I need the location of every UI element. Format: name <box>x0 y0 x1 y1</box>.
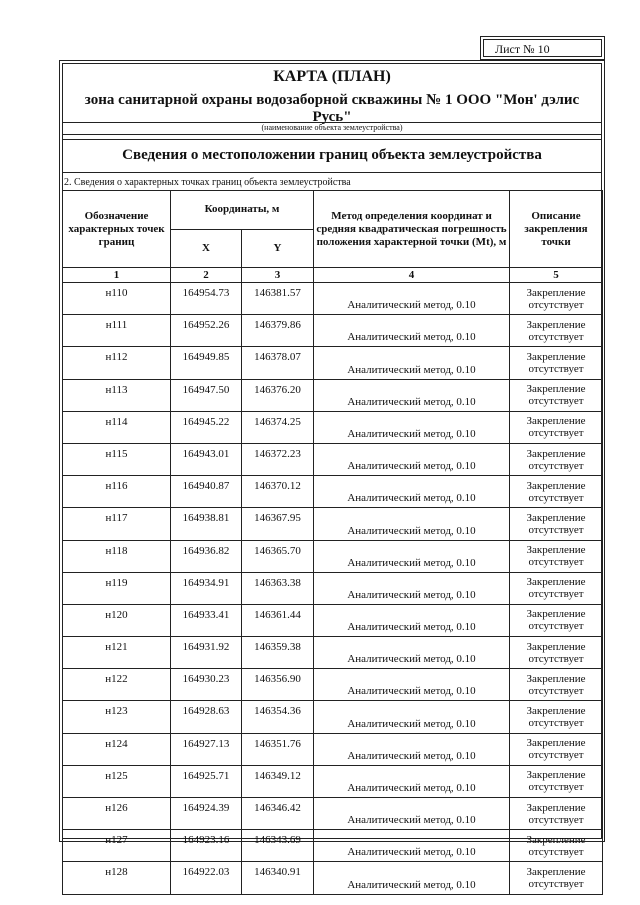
point-cell: н110 <box>63 283 171 315</box>
table-row <box>63 379 603 411</box>
point-cell: н124 <box>63 733 171 765</box>
x-cell: 164925.71 <box>171 765 242 797</box>
point-cell: н121 <box>63 637 171 669</box>
y-cell: 146349.12 <box>242 765 314 797</box>
description-cell: Закрепление отсутствует <box>510 765 603 797</box>
description-cell: Закрепление отсутствует <box>510 862 603 894</box>
x-cell: 164931.92 <box>171 637 242 669</box>
x-cell: 164923.16 <box>171 830 242 862</box>
point-cell: н123 <box>63 701 171 733</box>
description-cell: Закрепление отсутствует <box>510 379 603 411</box>
table-row <box>63 540 603 572</box>
col-number: 4 <box>314 268 510 283</box>
x-cell: 164922.03 <box>171 862 242 894</box>
col-number: 2 <box>171 268 242 283</box>
y-cell: 146370.12 <box>242 476 314 508</box>
col-number: 3 <box>242 268 314 283</box>
point-cell: н122 <box>63 669 171 701</box>
x-cell: 164952.26 <box>171 315 242 347</box>
point-cell: н111 <box>63 315 171 347</box>
divider <box>62 172 602 173</box>
divider <box>62 139 602 140</box>
y-cell: 146361.44 <box>242 604 314 636</box>
header-method: Метод определения координат и средняя квадратическая погрешность положения характерной точки (Mt), м <box>314 191 510 268</box>
point-cell: н125 <box>63 765 171 797</box>
table-row <box>63 411 603 443</box>
table-row <box>63 347 603 379</box>
description-cell: Закрепление отсутствует <box>510 411 603 443</box>
method-cell: Аналитический метод, 0.10 <box>314 476 510 508</box>
x-cell: 164949.85 <box>171 347 242 379</box>
description-cell: Закрепление отсутствует <box>510 540 603 572</box>
x-cell: 164945.22 <box>171 411 242 443</box>
method-cell: Аналитический метод, 0.10 <box>314 637 510 669</box>
sheet-number: Лист № 10 <box>480 36 605 60</box>
y-cell: 146372.23 <box>242 443 314 475</box>
table-row <box>63 443 603 475</box>
y-cell: 146365.70 <box>242 540 314 572</box>
table-row <box>63 765 603 797</box>
table-row <box>63 604 603 636</box>
description-cell: Закрепление отсутствует <box>510 347 603 379</box>
header-y: Y <box>242 229 314 268</box>
description-cell: Закрепление отсутствует <box>510 283 603 315</box>
x-cell: 164930.23 <box>171 669 242 701</box>
method-cell: Аналитический метод, 0.10 <box>314 379 510 411</box>
y-cell: 146340.91 <box>242 862 314 894</box>
y-cell: 146381.57 <box>242 283 314 315</box>
description-cell: Закрепление отсутствует <box>510 637 603 669</box>
point-cell: н126 <box>63 798 171 830</box>
method-cell: Аналитический метод, 0.10 <box>314 733 510 765</box>
y-cell: 146376.20 <box>242 379 314 411</box>
header-description: Описание закрепления точки <box>510 191 603 268</box>
y-cell: 146378.07 <box>242 347 314 379</box>
method-cell: Аналитический метод, 0.10 <box>314 798 510 830</box>
description-cell: Закрепление отсутствует <box>510 508 603 540</box>
x-cell: 164943.01 <box>171 443 242 475</box>
method-cell: Аналитический метод, 0.10 <box>314 669 510 701</box>
method-cell: Аналитический метод, 0.10 <box>314 540 510 572</box>
header-coords: Координаты, м <box>171 191 314 230</box>
x-cell: 164924.39 <box>171 798 242 830</box>
point-cell: н127 <box>63 830 171 862</box>
description-cell: Закрепление отсутствует <box>510 315 603 347</box>
description-cell: Закрепление отсутствует <box>510 830 603 862</box>
point-cell: н119 <box>63 572 171 604</box>
y-cell: 146359.38 <box>242 637 314 669</box>
description-cell: Закрепление отсутствует <box>510 669 603 701</box>
table-row <box>63 733 603 765</box>
description-cell: Закрепление отсутствует <box>510 733 603 765</box>
point-cell: н115 <box>63 443 171 475</box>
table-row <box>63 637 603 669</box>
col-number: 5 <box>510 268 603 283</box>
description-cell: Закрепление отсутствует <box>510 572 603 604</box>
x-cell: 164933.41 <box>171 604 242 636</box>
method-cell: Аналитический метод, 0.10 <box>314 508 510 540</box>
page-subtitle: зона санитарной охраны водозаборной скважины № 1 ООО "Мон' дэлис Русь" <box>84 92 580 125</box>
page-title: КАРТА (ПЛАН) <box>273 68 391 85</box>
x-cell: 164934.91 <box>171 572 242 604</box>
x-cell: 164947.50 <box>171 379 242 411</box>
description-cell: Закрепление отсутствует <box>510 443 603 475</box>
method-cell: Аналитический метод, 0.10 <box>314 411 510 443</box>
y-cell: 146346.42 <box>242 798 314 830</box>
method-cell: Аналитический метод, 0.10 <box>314 347 510 379</box>
method-cell: Аналитический метод, 0.10 <box>314 604 510 636</box>
method-cell: Аналитический метод, 0.10 <box>314 862 510 894</box>
table-row <box>63 701 603 733</box>
method-cell: Аналитический метод, 0.10 <box>314 765 510 797</box>
header-point: Обозначение характерных точек границ <box>63 191 171 268</box>
table-row <box>63 476 603 508</box>
col-number: 1 <box>63 268 171 283</box>
y-cell: 146351.76 <box>242 733 314 765</box>
x-cell: 164927.13 <box>171 733 242 765</box>
y-cell: 146356.90 <box>242 669 314 701</box>
description-cell: Закрепление отсутствует <box>510 604 603 636</box>
method-cell: Аналитический метод, 0.10 <box>314 572 510 604</box>
point-cell: н112 <box>63 347 171 379</box>
table-row <box>63 508 603 540</box>
x-cell: 164940.87 <box>171 476 242 508</box>
x-cell: 164928.63 <box>171 701 242 733</box>
object-caption: (наименование объекта землеустройства) <box>261 123 403 132</box>
x-cell: 164936.82 <box>171 540 242 572</box>
subsection-title: 2. Сведения о характерных точках границ объекта землеустройства <box>64 177 351 188</box>
table-row <box>63 798 603 830</box>
table-row <box>63 669 603 701</box>
section-title: Сведения о местоположении границ объекта землеустройства <box>122 147 542 163</box>
method-cell: Аналитический метод, 0.10 <box>314 283 510 315</box>
y-cell: 146367.95 <box>242 508 314 540</box>
table-row <box>63 283 603 315</box>
table-row <box>63 830 603 862</box>
point-cell: н117 <box>63 508 171 540</box>
point-cell: н113 <box>63 379 171 411</box>
description-cell: Закрепление отсутствует <box>510 701 603 733</box>
description-cell: Закрепление отсутствует <box>510 476 603 508</box>
header-x: X <box>171 229 242 268</box>
method-cell: Аналитический метод, 0.10 <box>314 830 510 862</box>
points-table <box>62 190 603 895</box>
y-cell: 146363.38 <box>242 572 314 604</box>
y-cell: 146379.86 <box>242 315 314 347</box>
table-row <box>63 315 603 347</box>
point-cell: н116 <box>63 476 171 508</box>
point-cell: н128 <box>63 862 171 894</box>
method-cell: Аналитический метод, 0.10 <box>314 315 510 347</box>
table-row <box>63 862 603 894</box>
point-cell: н120 <box>63 604 171 636</box>
y-cell: 146354.36 <box>242 701 314 733</box>
point-cell: н114 <box>63 411 171 443</box>
x-cell: 164938.81 <box>171 508 242 540</box>
x-cell: 164954.73 <box>171 283 242 315</box>
method-cell: Аналитический метод, 0.10 <box>314 443 510 475</box>
point-cell: н118 <box>63 540 171 572</box>
table-row <box>63 572 603 604</box>
y-cell: 146374.25 <box>242 411 314 443</box>
description-cell: Закрепление отсутствует <box>510 798 603 830</box>
y-cell: 146343.69 <box>242 830 314 862</box>
divider <box>62 134 602 135</box>
method-cell: Аналитический метод, 0.10 <box>314 701 510 733</box>
